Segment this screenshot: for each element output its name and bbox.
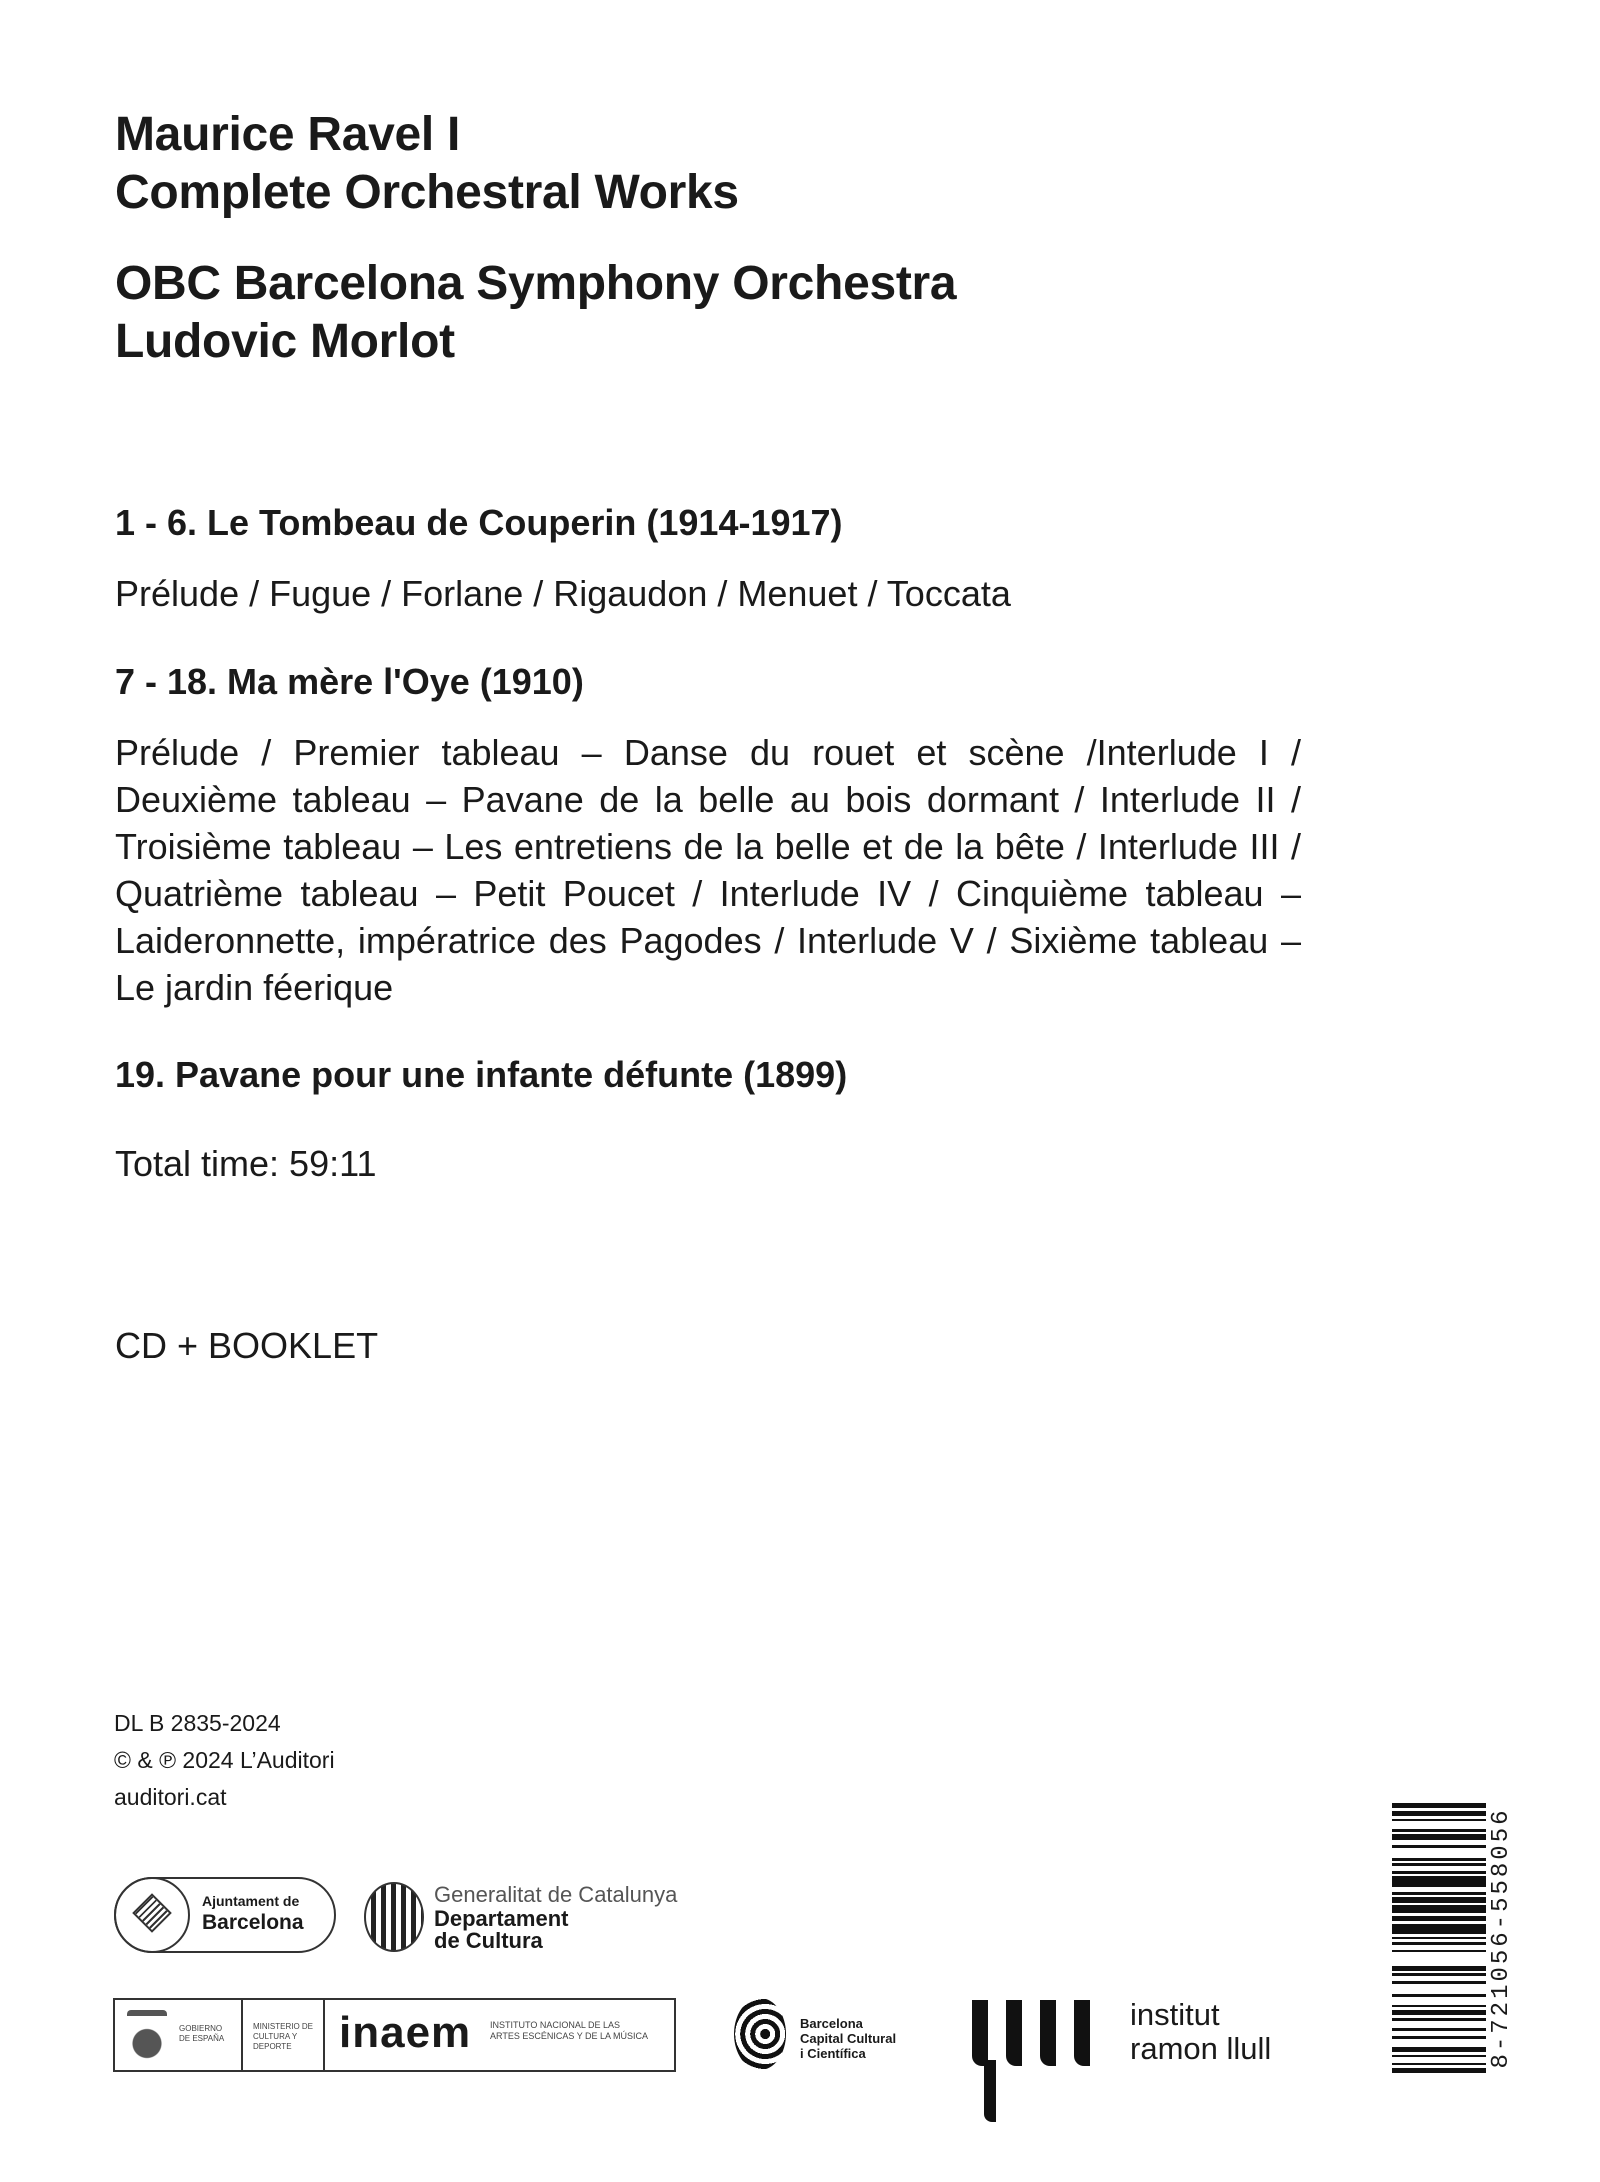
llull-line-2: ramon llull [1130, 2031, 1272, 2066]
barcode-number: 8-721056-558056 [1488, 1807, 1515, 2069]
barcode-bar [1392, 1803, 1486, 1808]
copyright: © & ℗ 2024 L’Auditori [114, 1747, 335, 1773]
barcelona-shield-icon [114, 1877, 190, 1953]
spain-coat-of-arms-icon [127, 2010, 167, 2066]
barcode-bar [1392, 2036, 1486, 2039]
barcode-bar [1392, 1950, 1486, 1953]
llull-line-1: institut [1130, 1997, 1220, 2032]
concentric-c-icon [734, 1998, 786, 2070]
format: CD + BOOKLET [115, 1325, 379, 1366]
title-line-1: Maurice Ravel I [115, 108, 461, 161]
bccc-line-3: i Científica [800, 2046, 866, 2061]
album-title [115, 106, 739, 222]
barcode-bar [1392, 1834, 1486, 1839]
barcode-bar [1392, 1871, 1486, 1874]
llull-mark-icon [972, 2000, 1116, 2066]
barcode-bar [1392, 2063, 1486, 2066]
total-time: Total time: 59:11 [115, 1143, 377, 1184]
barcode-bar [1392, 1905, 1486, 1913]
barcode-bar [1392, 2005, 1486, 2008]
track-movements-1: Prélude / Fugue / Forlane / Rigaudon / Menuet / Toccata [115, 573, 1011, 614]
barcode-bar [1392, 1994, 1486, 1997]
track-heading-1: 1 - 6. Le Tombeau de Couperin (1914-1917) [115, 502, 843, 543]
barcode-bar [1392, 1858, 1486, 1861]
barcode-bar [1392, 1829, 1486, 1832]
track-heading-3: 19. Pavane pour une infante défunte (1899) [115, 1054, 848, 1095]
barcode-bar [1392, 2068, 1486, 2073]
ajuntament-barcelona-logo: Ajuntament de Barcelona [114, 1877, 336, 1953]
conductor: Ludovic Morlot [115, 315, 455, 368]
barcode-bar [1392, 1981, 1486, 1984]
barcode-bar [1392, 1876, 1486, 1886]
barcode-bar [1392, 1942, 1486, 1945]
barcode-bar [1392, 1937, 1486, 1940]
legal-deposit: DL B 2835-2024 [114, 1710, 281, 1736]
website: auditori.cat [114, 1784, 227, 1810]
barcode-bar [1392, 2047, 1486, 2052]
barcode-bar [1392, 1811, 1486, 1816]
barcode-bar [1392, 1819, 1486, 1822]
barcelona-capital-cultural-logo [734, 1996, 924, 2072]
institut-ramon-llull-logo [972, 1998, 1312, 2070]
track-movements-2: Prélude / Premier tableau – Danse du rouet et scène /Interlude I / Deuxième tableau – Pavane de la belle au bois dormant / Interlude II / Troisième tableau – Les entretiens de la belle et de la bête / Interlude III / Quatrième tableau – Petit Poucet / Interlude IV / Cinquième tableau – Laideronnette, impératrice des Pagodes / Interlude V / Sixième tableau – Le jardin féerique [115, 732, 1301, 1008]
bccc-line-2: Capital Cultural [800, 2031, 897, 2046]
barcode-bar [1392, 1973, 1486, 1976]
barcode-bar [1392, 1892, 1486, 1895]
orchestra: OBC Barcelona Symphony Orchestra [115, 257, 957, 310]
barcode-bar [1392, 1845, 1486, 1848]
title-line-2: Complete Orchestral Works [115, 166, 739, 219]
bccc-line-1: Barcelona [800, 2016, 863, 2031]
performers [115, 255, 956, 371]
track-heading-2: 7 - 18. Ma mère l'Oye (1910) [115, 661, 584, 702]
barcode-bar [1392, 2028, 1486, 2031]
legal-info [114, 1705, 335, 1816]
barcode-bar [1392, 2010, 1486, 2015]
barcode-bar [1392, 1966, 1486, 1971]
gobierno-inaem-logo: GOBIERNO DE ESPAÑA MINISTERIO DE CULTURA Y DEPORTE inaem INSTITUTO NACIONAL DE LAS ARTES ESCÉNICAS Y DE LA MÚSICA [113, 1998, 676, 2072]
barcode-bar [1392, 1916, 1486, 1921]
barcode-bar [1392, 1924, 1486, 1934]
barcode-bar [1392, 1897, 1486, 1902]
barcode-bar [1392, 2055, 1486, 2058]
generalitat-logo: Generalitat de Catalunya Departament de Cultura [362, 1880, 682, 1950]
barcode-bar [1392, 2018, 1486, 2021]
barcode-bar [1392, 1863, 1486, 1866]
senyera-shield-icon [364, 1882, 424, 1952]
barcode [1392, 1803, 1486, 2073]
